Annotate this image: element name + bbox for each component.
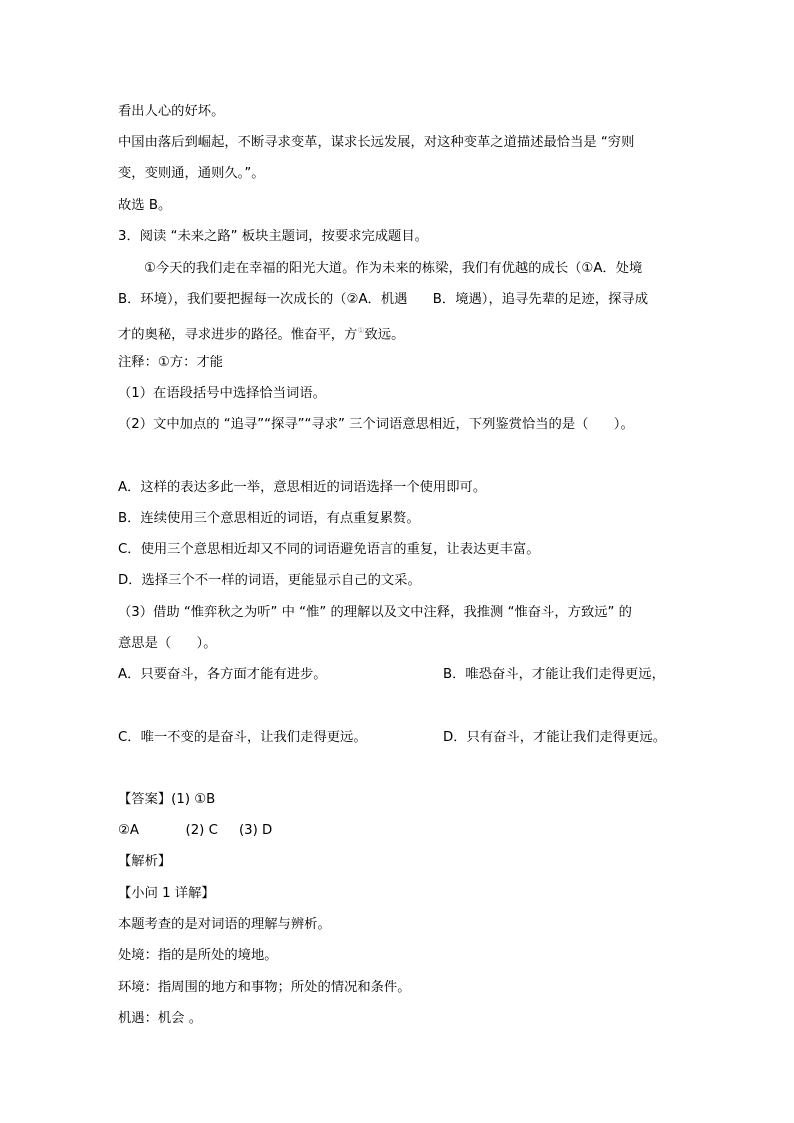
q3-option-a: A．只要奋斗，各方面才能有进步。 [118, 667, 327, 682]
text-line: 变，变则通，通则久。”。 [118, 166, 265, 181]
sub-question-2: （2）文中加点的 “追寻”“探寻”“寻求” 三个词语意思相近，下列鉴赏恰当的是（ ）。 [118, 417, 634, 432]
q3-option-c: C．唯一不变的是奋斗，让我们走得更远。 [118, 730, 367, 745]
explanation-line: 处境：指的是所处的境地。 [118, 948, 278, 963]
question-3-heading: 3．阅读 “未来之路” 板块主题词，按要求完成题目。 [118, 229, 428, 244]
text-line: 故选 B。 [118, 198, 172, 213]
text-line: 中国由落后到崛起，不断寻求变革，谋求长远发展，对这种变革之道描述最恰当是 “穷则 [118, 135, 635, 150]
passage-text: 致远。 [364, 327, 405, 343]
analysis-heading: 【解析】 [118, 854, 172, 869]
explanation-line: 环境：指周围的地方和事物；所处的情况和条件。 [118, 980, 411, 995]
passage-line-2: B．环境），我们要把握每一次成长的（②A．机遇 B．境遇），追寻先辈的足迹，探寻成 [118, 292, 649, 307]
passage-line-1: ①今天的我们走在幸福的阳光大道。作为未来的栋梁，我们有优越的成长（①A．处境 [144, 261, 643, 276]
explanation-line: 机遇：机会 。 [118, 1011, 203, 1026]
q3-option-b: B．唯恐奋斗，才能让我们走得更远， [443, 667, 665, 682]
sub-question-3-cont: 意思是（ ）。 [118, 636, 217, 651]
sub-question-1-heading: 【小问 1 详解】 [118, 886, 215, 901]
sub-question-1: （1）在语段括号中选择恰当词语。 [118, 386, 326, 401]
q2-option-b: B．连续使用三个意思相近的词语，有点重复累赘。 [118, 511, 420, 526]
passage-line-3 [118, 322, 404, 344]
q2-option-d: D．选择三个不一样的词语，更能显示自己的文采。 [118, 573, 421, 588]
sub-question-3: （3）借助 “惟弈秋之为听” 中 “惟” 的理解以及文中注释，我推测 “惟奋斗，方致远” 的 [118, 605, 632, 620]
answer-line-2: ②A (2) C (3) D [118, 823, 273, 838]
q2-option-c: C．使用三个意思相近却又不同的词语避免语言的重复，让表达更丰富。 [118, 542, 540, 557]
q2-option-a: A．这样的表达多此一举，意思相近的词语选择一个使用即可。 [118, 480, 487, 495]
passage-text: 才的奥秘，寻求进步的路径。惟奋平，方 [118, 327, 358, 343]
q3-option-d: D．只有奋斗，才能让我们走得更远。 [443, 730, 666, 745]
answer-line-1: 【答案】(1) ①B [118, 792, 216, 807]
explanation-line: 本题考查的是对词语的理解与辨析。 [118, 917, 331, 932]
footnote-marker: ① [357, 326, 365, 335]
text-line: 看出人心的好坏。 [118, 104, 225, 119]
annotation-note: 注释：①方：才能 [118, 355, 223, 370]
